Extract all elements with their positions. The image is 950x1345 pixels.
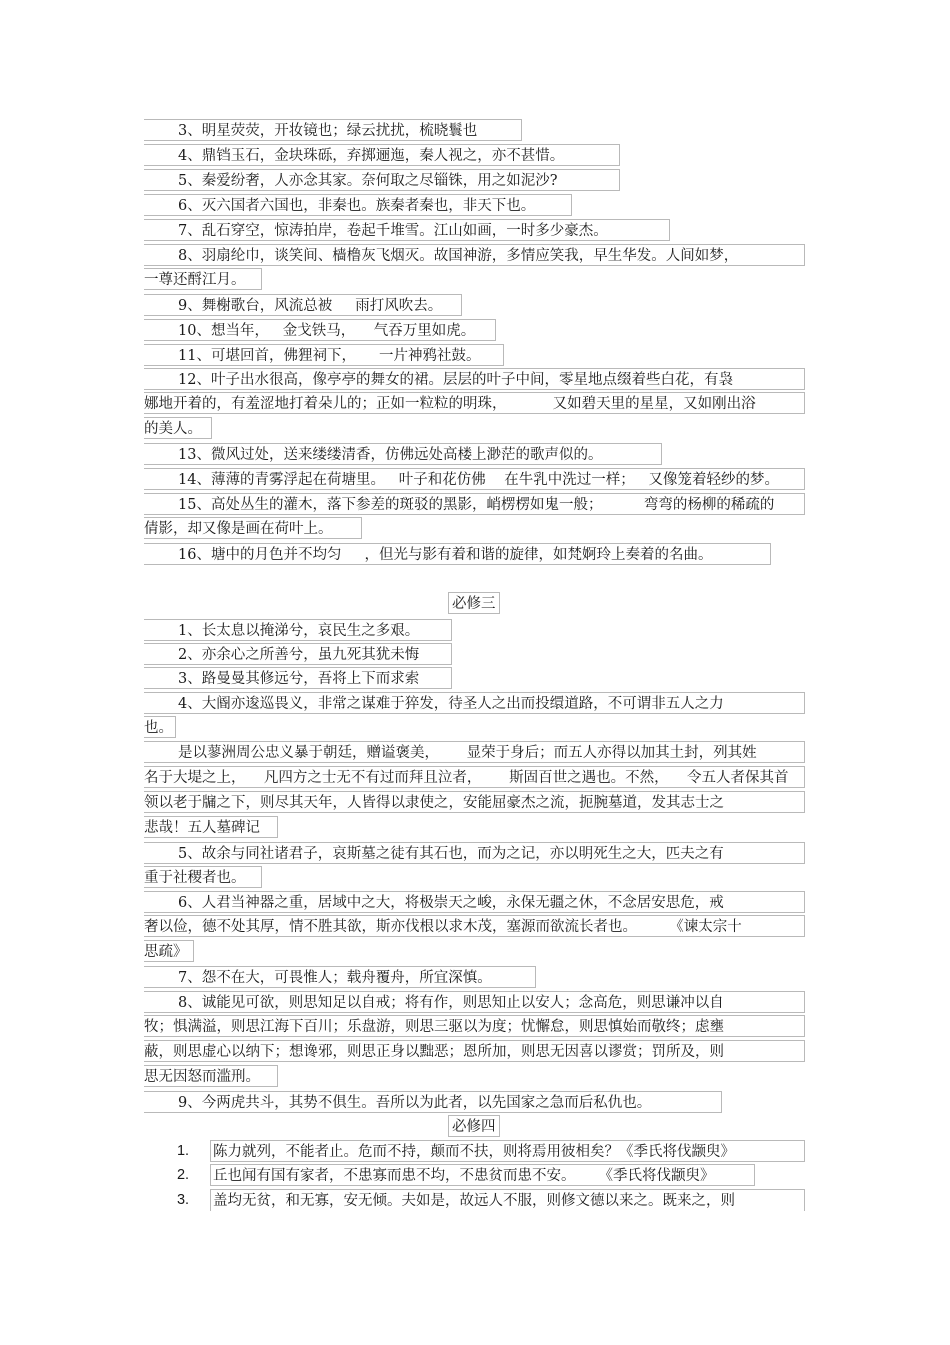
text-line: 悲哉！五人墓碑记 [144,816,278,838]
text-line: 10、想当年， 金戈铁马， 气吞万里如虎。 [144,319,496,341]
text-line: 牧；惧满溢，则思江海下百川；乐盘游，则思三驱以为度；忧懈怠，则思慎始而敬终；虑壅 [144,1015,805,1037]
text-line: 蔽，则思虚心以纳下；想谗邪，则思正身以黜恶；恩所加，则思无因喜以谬赏；罚所及，则 [144,1040,805,1062]
text-line: 11、可堪回首，佛狸祠下， 一片神鸦社鼓。 [144,344,504,366]
text-line: 一尊还酹江月。 [144,268,262,290]
text-line: 15、高处丛生的灌木，落下参差的斑驳的黑影，峭楞楞如鬼一般； 弯弯的杨柳的稀疏的 [144,493,805,515]
text-line: 名于大堤之上， 凡四方之士无不有过而拜且泣者， 斯固百世之遇也。不然， 令五人者保其首 [144,766,805,788]
text-line: 4、鼎铛玉石，金块珠砾，弃掷逦迤，秦人视之，亦不甚惜。 [144,144,620,166]
text-line: 13、微风过处，送来缕缕清香，仿佛远处高楼上渺茫的歌声似的。 [144,443,662,465]
text-line: 8、羽扇纶巾，谈笑间、樯橹灰飞烟灭。故国神游，多情应笑我，早生华发。人间如梦， [144,244,805,266]
text-line: 4、大阍亦逡巡畏义，非常之谋难于猝发，待圣人之出而投缳道路，不可谓非五人之力 [144,692,805,714]
text-line: 7、乱石穿空，惊涛拍岸，卷起千堆雪。江山如画，一时多少豪杰。 [144,219,670,241]
text-line: 娜地开着的，有羞涩地打着朵儿的；正如一粒粒的明珠， 又如碧天里的星星，又如刚出浴 [144,392,805,414]
list-number: 2. [176,1167,190,1183]
text-line: 的美人。 [144,417,212,439]
text-line: 3、明星荧荧，开妆镜也；绿云扰扰，梳晓鬟也 [144,119,522,141]
list-number: 1. [176,1143,190,1159]
section-heading: 必修三 [448,592,500,614]
text-line: 思无因怒而滥刑。 [144,1065,278,1087]
text-line: 6、人君当神器之重，居域中之大，将极崇天之峻，永保无疆之休，不念居安思危，戒 [144,891,805,913]
text-line: 14、薄薄的青雾浮起在荷塘里。 叶子和花仿佛 在牛乳中洗过一样； 又像笼着轻纱的梦。 [144,468,805,490]
text-line: 1、长太息以掩涕兮，哀民生之多艰。 [144,619,452,641]
text-line: 9、舞榭歌台，风流总被 雨打风吹去。 [144,294,462,316]
text-line: 思疏》 [144,940,194,962]
list-item: 陈力就列，不能者止。危而不持，颠而不扶，则将焉用彼相矣？《季氏将伐颛臾》 [210,1140,805,1162]
text-line: 领以老于牖之下，则尽其天年，人皆得以隶使之，安能屈豪杰之流，扼腕墓道，发其志士之 [144,791,805,813]
list-item: 盖均无贫，和无寡，安无倾。夫如是，故远人不服，则修文德以来之。既来之，则 [210,1189,805,1211]
text-line: 8、诚能见可欲，则思知足以自戒；将有作，则思知止以安人；念高危，则思谦冲以自 [144,991,805,1013]
text-line: 是以蓼洲周公忠义暴于朝廷，赠谥褒美， 显荣于身后；而五人亦得以加其土封，列其姓 [144,741,805,763]
text-line: 9、今两虎共斗，其势不俱生。吾所以为此者，以先国家之急而后私仇也。 [144,1091,722,1113]
text-line: 16、塘中的月色并不均匀 ，但光与影有着和谐的旋律，如梵婀玲上奏着的名曲。 [144,543,771,565]
text-line: 也。 [144,716,176,738]
text-line: 12、叶子出水很高，像亭亭的舞女的裙。层层的叶子中间，零星地点缀着些白花，有袅 [144,368,805,390]
text-line: 2、亦余心之所善兮，虽九死其犹未悔 [144,643,452,665]
text-line: 5、秦爱纷奢，人亦念其家。奈何取之尽锱铢，用之如泥沙? [144,169,620,191]
text-line: 3、路曼曼其修远兮，吾将上下而求索 [144,667,452,689]
list-number: 3. [176,1192,190,1208]
section-heading: 必修四 [448,1115,500,1137]
list-item: 丘也闻有国有家者，不患寡而患不均，不患贫而患不安。 《季氏将伐颛臾》 [210,1164,755,1186]
text-line: 5、故余与同社诸君子，哀斯墓之徒有其石也，而为之记，亦以明死生之大，匹夫之有 [144,842,805,864]
text-line: 重于社稷者也。 [144,866,262,888]
text-line: 倩影，却又像是画在荷叶上。 [144,517,362,539]
text-line: 6、灭六国者六国也，非秦也。族秦者秦也，非天下也。 [144,194,572,216]
text-line: 奢以俭，德不处其厚，情不胜其欲，斯亦伐根以求木茂，塞源而欲流长者也。 《谏太宗十 [144,915,805,937]
text-line: 7、怨不在大，可畏惟人；载舟覆舟，所宜深慎。 [144,966,536,988]
